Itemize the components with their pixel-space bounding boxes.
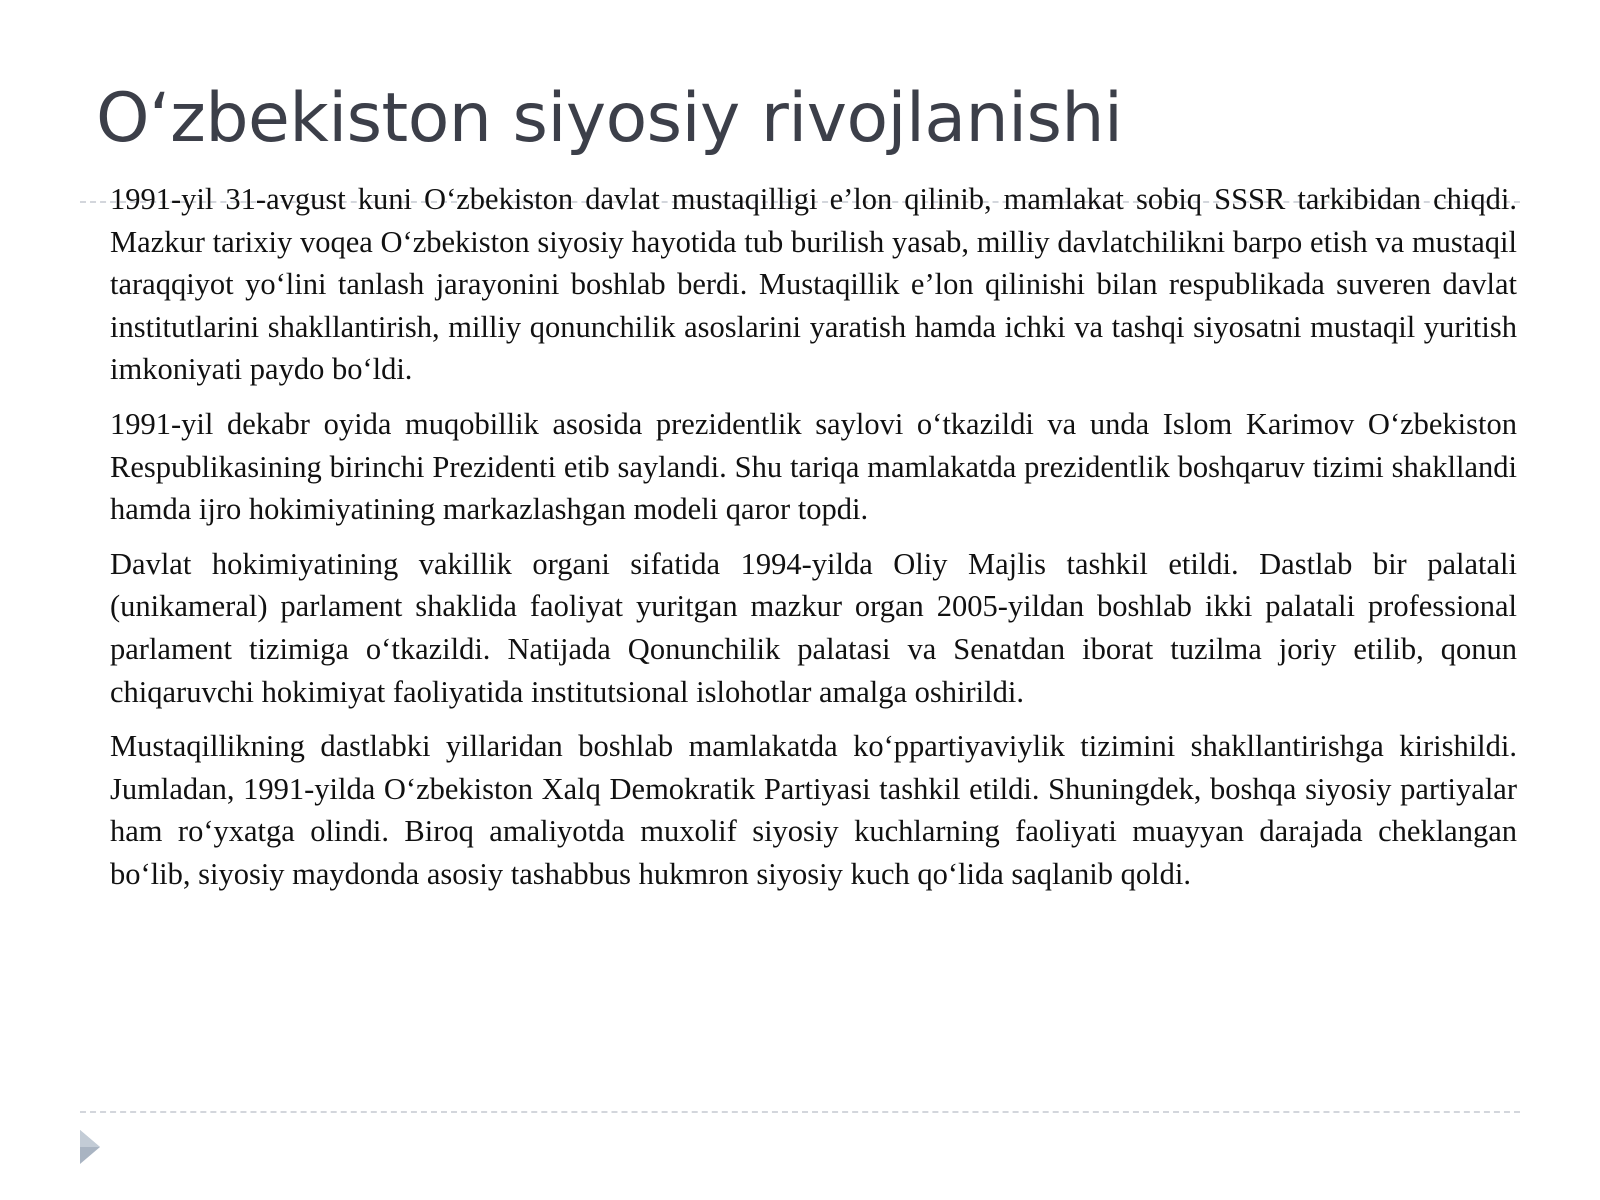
slide-body: [110, 178, 1517, 908]
paragraph-presidency: 1991-yil dekabr oyida muqobillik asosida prezidentlik saylovi o‘tkazildi va unda Islom Karimov O‘zbekiston Respublikasining birinchi Prezidenti etib saylandi. Shu tariqa mamlakatda prezidentlik boshqaruv tizimi shakllandi hamda ijro hokimiyatining markazlashgan modeli qaror topdi.: [110, 406, 1517, 527]
triangle-arrow-right-icon: [78, 1128, 102, 1166]
paragraph-multiparty: Mustaqillikning dastlabki yillaridan boshlab mamlakatda ko‘ppartiyaviylik tizimini shakllantirishga kirishildi. Jumladan, 1991-yilda O‘zbekiston Xalq Demokratik Partiyasi tashkil etildi. Shuningdek, boshqa siyosiy partiyalar ham ro‘yxatga olindi. Biroq amaliyotda muxolif siyosiy kuchlarning faoliyati muayyan darajada cheklangan bo‘lib, siyosiy maydonda asosiy tashabbus hukmron siyosiy kuch qo‘lida saqlanib qoldi.: [110, 729, 1517, 891]
bottom-divider: [80, 1111, 1520, 1113]
slide-title: O‘zbekiston siyosiy rivojlanishi: [96, 79, 1123, 158]
paragraph-independence: 1991-yil 31-avgust kuni O‘zbekiston davlat mustaqilligi e’lon qilinib, mamlakat sobiq SSSR tarkibidan chiqdi. Mazkur tarixiy voqea O‘zbekiston siyosiy hayotida tub burilish yasab, milliy davlatchilikni barpo etish va mustaqil taraqqiyot yo‘lini tanlash jarayonini boshlab berdi. Mustaqillik e’lon qilinishi bilan respublikada suveren davlat institutlarini shakllantirish, milliy qonunchilik asoslarini yaratish hamda ichki va tashqi siyosatni mustaqil yuritish imkoniyati paydo bo‘ldi.: [110, 182, 1517, 387]
paragraph-parliament: Davlat hokimiyatining vakillik organi sifatida 1994-yilda Oliy Majlis tashkil etildi. Dastlab bir palatali (unikameral) parlament shaklida faoliyat yuritgan mazkur organ 2005-yildan boshlab ikki palatali professional parlament tizimiga o‘tkazildi. Natijada Qonunchilik palatasi va Senatdan iborat tuzilma joriy etilib, qonun chiqaruvchi hokimiyat faoliyatida institutsional islohotlar amalga oshirildi.: [110, 546, 1517, 709]
